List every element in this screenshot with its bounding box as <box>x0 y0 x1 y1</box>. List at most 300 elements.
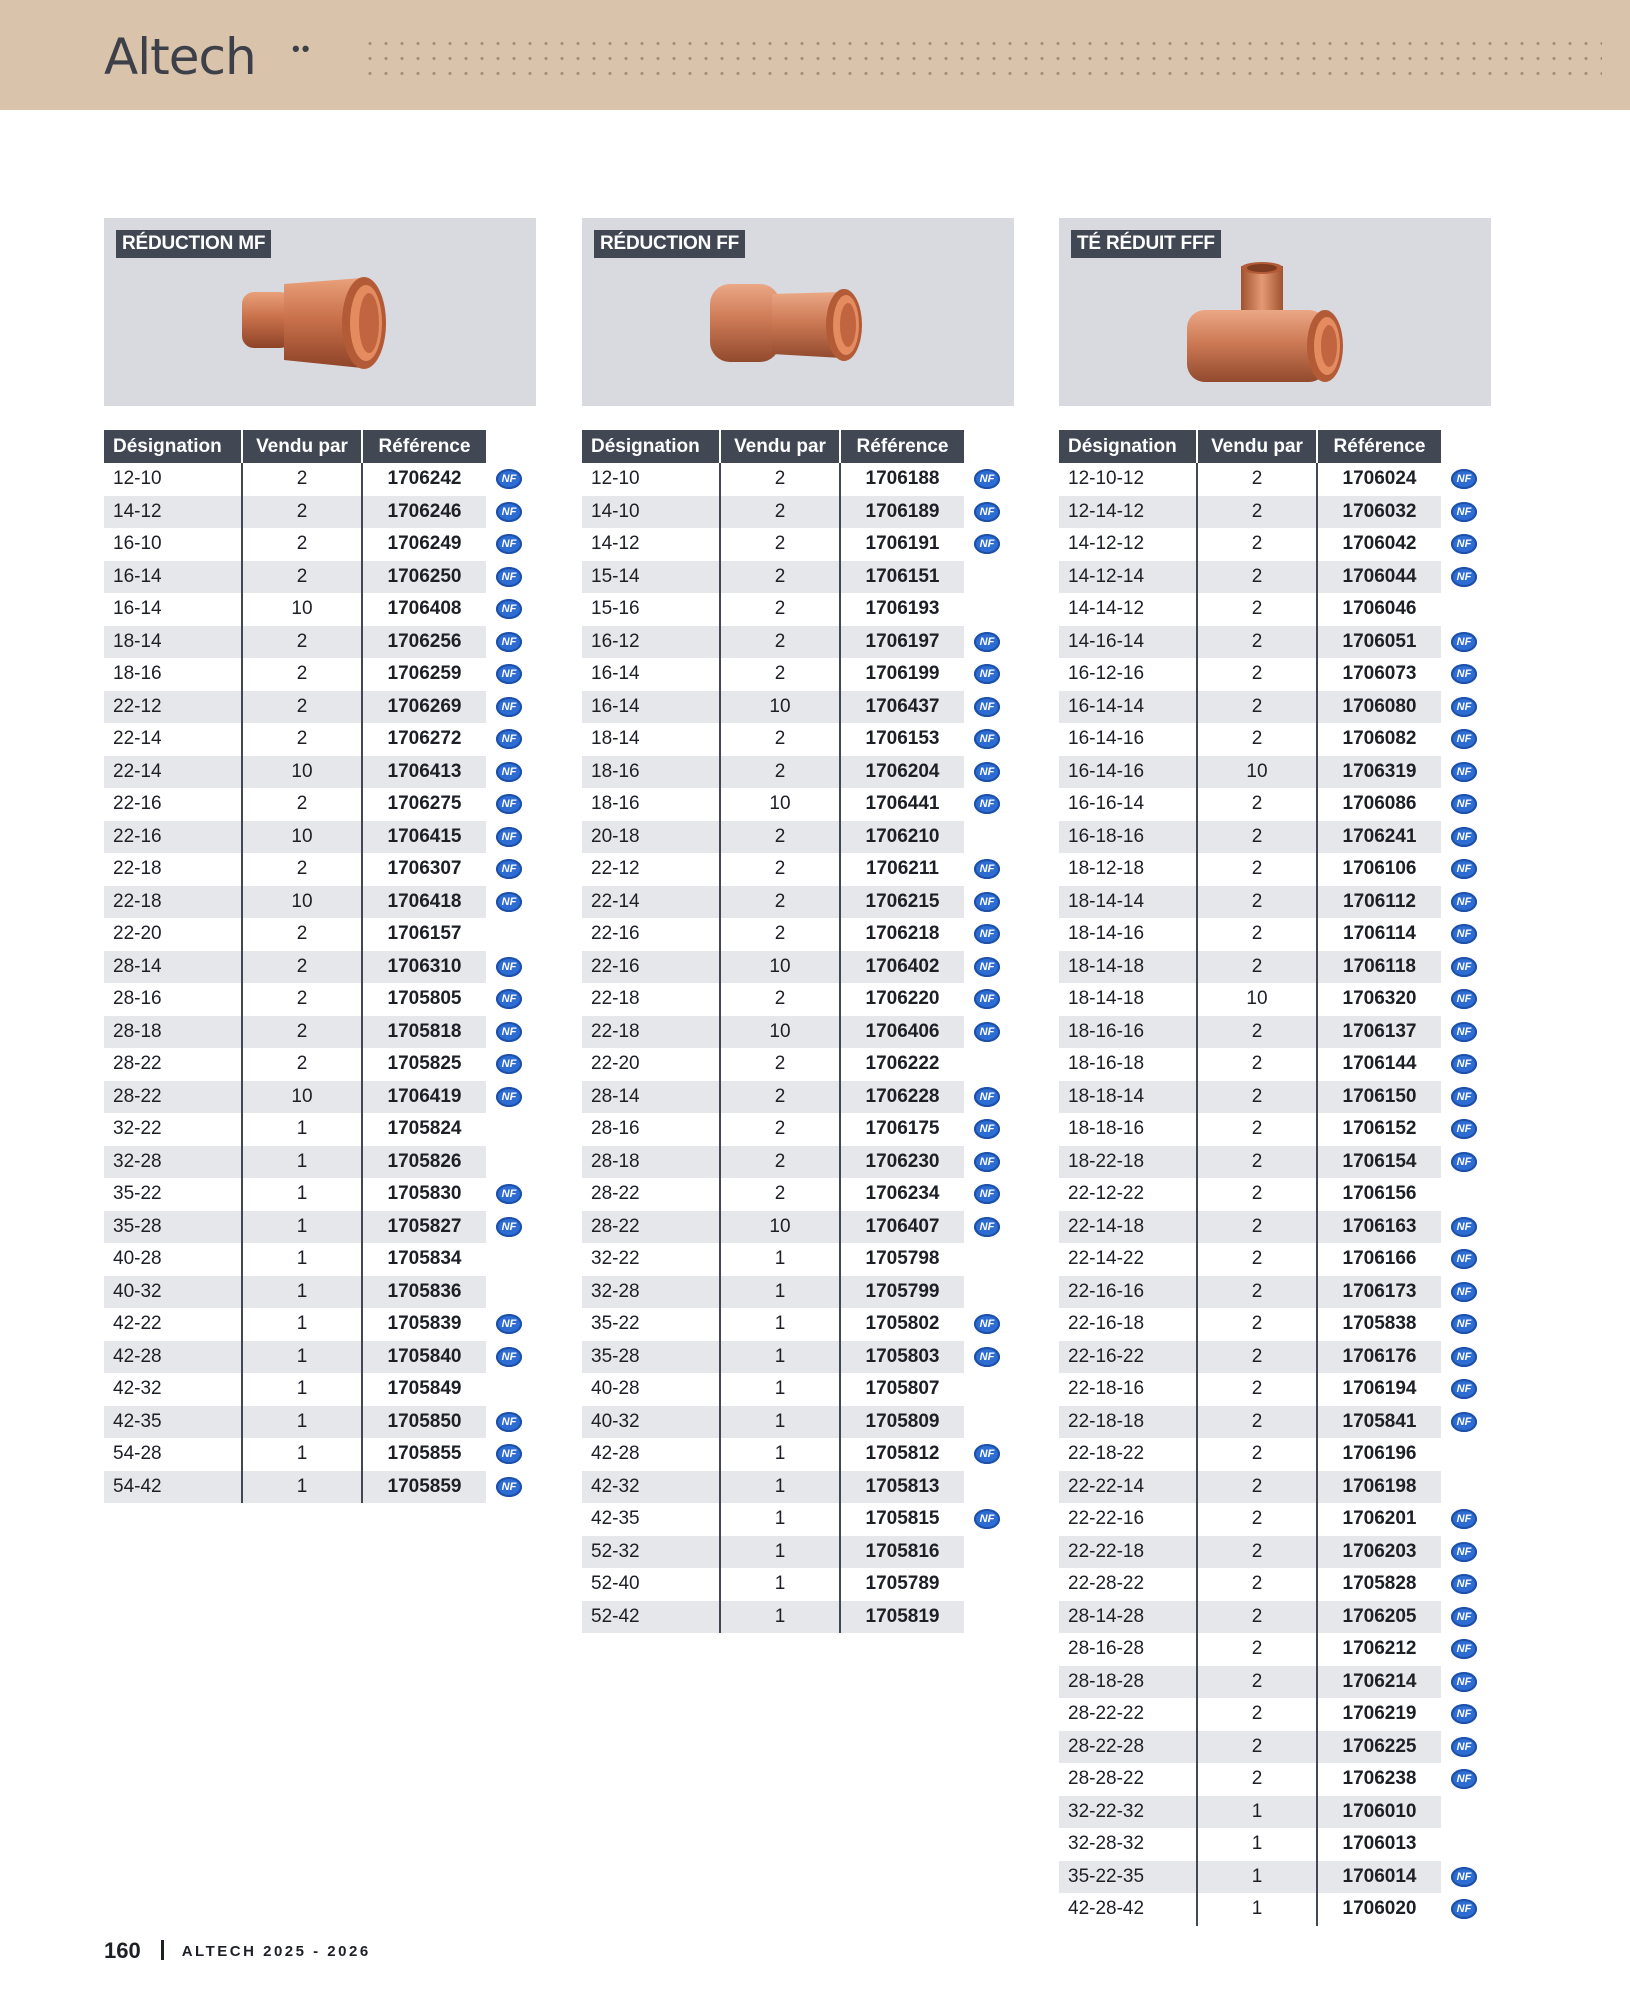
designation-cell: 42-28-42 <box>1059 1893 1197 1926</box>
designation-cell: 32-22 <box>104 1113 242 1146</box>
vendu-par-cell: 2 <box>720 593 840 626</box>
nf-certification-icon: NF <box>974 1119 1000 1139</box>
table-row <box>1059 496 1487 529</box>
designation-cell: 18-14-18 <box>1059 951 1197 984</box>
table-row <box>582 1211 1010 1244</box>
nf-certification-icon: NF <box>974 1184 1000 1204</box>
reference-cell: 1706407 <box>840 1211 964 1244</box>
vendu-par-cell: 2 <box>1197 723 1317 756</box>
table-row <box>1059 463 1487 496</box>
table-row <box>104 983 532 1016</box>
reference-cell: 1705830 <box>387 1183 462 1205</box>
vendu-par-cell: 1 <box>242 1438 362 1471</box>
vendu-par-cell: 10 <box>242 886 362 919</box>
nf-certification-icon: NF <box>496 1347 522 1367</box>
nf-certification-icon: NF <box>974 924 1000 944</box>
nf-certification-icon: NF <box>496 469 522 489</box>
reference-cell: 1706188 <box>865 468 940 490</box>
vendu-par-cell: 1 <box>720 1406 840 1439</box>
designation-cell: 14-12 <box>104 496 242 529</box>
table-row <box>582 1536 1010 1569</box>
col-header-reference: Référence <box>362 430 486 463</box>
table-row <box>582 1308 1010 1341</box>
vendu-par-cell: 1 <box>242 1243 362 1276</box>
nf-certification-icon: NF <box>974 762 1000 782</box>
col-header-vendu-par: Vendu par <box>720 430 840 463</box>
designation-cell: 14-10 <box>582 496 720 529</box>
table-row <box>104 1048 532 1081</box>
designation-cell: 22-14-18 <box>1059 1211 1197 1244</box>
designation-cell: 35-28 <box>104 1211 242 1244</box>
vendu-par-cell: 1 <box>1197 1893 1317 1926</box>
nf-certification-icon: NF <box>496 1217 522 1237</box>
nf-certification-icon: NF <box>974 1217 1000 1237</box>
reference-cell: 1705850 <box>362 1406 486 1439</box>
table-row <box>1059 1731 1487 1764</box>
vendu-par-cell: 1 <box>1197 1861 1317 1894</box>
nf-certification-icon: NF <box>496 1054 522 1074</box>
nf-certification-icon: NF <box>974 957 1000 977</box>
nf-certification-icon: NF <box>1451 1054 1477 1074</box>
vendu-par-cell: 2 <box>1197 1373 1317 1406</box>
reference-cell: 1705805 <box>387 988 462 1010</box>
logo-dots: •• <box>292 36 312 61</box>
reference-cell: 1706210 <box>840 821 964 854</box>
vendu-par-cell: 2 <box>1197 561 1317 594</box>
vendu-par-cell: 1 <box>242 1113 362 1146</box>
vendu-par-cell: 2 <box>242 496 362 529</box>
designation-cell: 22-14 <box>104 723 242 756</box>
designation-cell: 22-16-22 <box>1059 1341 1197 1374</box>
reference-cell: 1706193 <box>865 598 940 620</box>
vendu-par-cell: 2 <box>1197 853 1317 886</box>
reference-cell: 1705839 <box>387 1313 462 1335</box>
reference-cell: 1705807 <box>865 1378 940 1400</box>
reference-cell: 1705827 <box>362 1211 486 1244</box>
designation-cell: 22-20 <box>104 918 242 951</box>
table-row <box>582 1243 1010 1276</box>
reference-cell: 1706211 <box>866 858 939 880</box>
nf-certification-icon: NF <box>1451 989 1477 1009</box>
designation-cell: 22-14 <box>104 756 242 789</box>
reference-cell: 1706437 <box>840 691 964 724</box>
vendu-par-cell: 2 <box>1197 788 1317 821</box>
footer-separator <box>161 1940 164 1960</box>
designation-cell: 40-28 <box>582 1373 720 1406</box>
table-row <box>104 1276 532 1309</box>
vendu-par-cell: 1 <box>720 1373 840 1406</box>
reference-cell: 1705836 <box>362 1276 486 1309</box>
reference-cell: 1705803 <box>840 1341 964 1374</box>
table-row <box>582 756 1010 789</box>
table-row <box>582 1048 1010 1081</box>
table-row <box>582 626 1010 659</box>
nf-certification-icon: NF <box>496 1477 522 1497</box>
designation-cell: 15-14 <box>582 561 720 594</box>
nf-certification-icon: NF <box>496 989 522 1009</box>
table-row <box>1059 1666 1487 1699</box>
designation-cell: 42-22 <box>104 1308 242 1341</box>
table-row <box>1059 1861 1487 1894</box>
nf-certification-icon: NF <box>496 697 522 717</box>
nf-certification-icon: NF <box>496 957 522 977</box>
reference-cell: 1706152 <box>1342 1118 1417 1140</box>
designation-cell: 28-28-22 <box>1059 1763 1197 1796</box>
nf-certification-icon: NF <box>974 1022 1000 1042</box>
product-title: RÉDUCTION MF <box>116 230 271 258</box>
table-row <box>582 561 1010 594</box>
nf-certification-icon: NF <box>1451 1737 1477 1757</box>
designation-cell: 35-22-35 <box>1059 1861 1197 1894</box>
vendu-par-cell: 2 <box>720 723 840 756</box>
reference-cell: 1706051 <box>1317 626 1441 659</box>
vendu-par-cell: 1 <box>720 1503 840 1536</box>
designation-cell: 14-14-12 <box>1059 593 1197 626</box>
designation-cell: 42-28 <box>104 1341 242 1374</box>
vendu-par-cell: 2 <box>1197 1146 1317 1179</box>
nf-certification-icon: NF <box>974 664 1000 684</box>
designation-cell: 18-16-18 <box>1059 1048 1197 1081</box>
page-footer <box>104 1938 371 1964</box>
table-row <box>582 1373 1010 1406</box>
table-row <box>1059 756 1487 789</box>
col-header-designation: Désignation <box>1059 430 1197 463</box>
vendu-par-cell: 2 <box>1197 496 1317 529</box>
nf-certification-icon: NF <box>974 1152 1000 1172</box>
nf-certification-icon: NF <box>974 502 1000 522</box>
reference-cell: 1706042 <box>1342 533 1417 555</box>
reference-cell: 1706249 <box>387 533 462 555</box>
table-row <box>1059 1763 1487 1796</box>
table-row <box>582 1471 1010 1504</box>
designation-cell: 35-22 <box>582 1308 720 1341</box>
vendu-par-cell: 2 <box>720 1081 840 1114</box>
table-row <box>1059 1633 1487 1666</box>
nf-certification-icon: NF <box>1451 1379 1477 1399</box>
table-row <box>104 1373 532 1406</box>
designation-cell: 42-35 <box>104 1406 242 1439</box>
reference-cell: 1706319 <box>1317 756 1441 789</box>
vendu-par-cell: 2 <box>242 658 362 691</box>
vendu-par-cell: 2 <box>1197 1081 1317 1114</box>
reference-cell: 1706046 <box>1342 598 1417 620</box>
table-row <box>104 951 532 984</box>
table-row <box>1059 788 1487 821</box>
table-row <box>582 1276 1010 1309</box>
nf-certification-icon: NF <box>496 1087 522 1107</box>
panel-reduction-ff <box>582 218 1014 1627</box>
vendu-par-cell: 2 <box>242 561 362 594</box>
table-row <box>104 821 532 854</box>
designation-cell: 22-18 <box>582 1016 720 1049</box>
nf-certification-icon: NF <box>496 762 522 782</box>
designation-cell: 18-16-16 <box>1059 1016 1197 1049</box>
designation-cell: 32-22 <box>582 1243 720 1276</box>
designation-cell: 52-40 <box>582 1568 720 1601</box>
col-header-vendu-par: Vendu par <box>1197 430 1317 463</box>
designation-cell: 12-10-12 <box>1059 463 1197 496</box>
reference-cell: 1705834 <box>387 1248 462 1270</box>
designation-cell: 22-20 <box>582 1048 720 1081</box>
nf-certification-icon: NF <box>1451 632 1477 652</box>
designation-cell: 14-12-14 <box>1059 561 1197 594</box>
table-row <box>582 1081 1010 1114</box>
vendu-par-cell: 2 <box>720 1048 840 1081</box>
footer-brand: ALTECH 2025 - 2026 <box>181 1943 371 1960</box>
nf-certification-icon: NF <box>1451 892 1477 912</box>
reference-cell: 1706024 <box>1342 468 1417 490</box>
designation-cell: 16-14 <box>582 691 720 724</box>
table-row <box>104 1178 532 1211</box>
vendu-par-cell: 1 <box>242 1276 362 1309</box>
designation-cell: 42-32 <box>582 1471 720 1504</box>
designation-cell: 16-12 <box>582 626 720 659</box>
table-row <box>582 723 1010 756</box>
reference-cell: 1705798 <box>865 1248 940 1270</box>
nf-certification-icon: NF <box>1451 1899 1477 1919</box>
table-row <box>1059 1016 1487 1049</box>
designation-cell: 28-22-22 <box>1059 1698 1197 1731</box>
table-row <box>582 496 1010 529</box>
header-band <box>0 0 1630 110</box>
reference-cell: 1705855 <box>387 1443 462 1465</box>
table-row <box>1059 1178 1487 1211</box>
designation-cell: 35-22 <box>104 1178 242 1211</box>
nf-certification-icon: NF <box>1451 794 1477 814</box>
nf-certification-icon: NF <box>974 697 1000 717</box>
table-row <box>104 1211 532 1244</box>
reference-cell: 1706441 <box>865 793 940 815</box>
reference-cell: 1706234 <box>865 1183 940 1205</box>
reference-cell: 1706275 <box>387 793 462 815</box>
designation-cell: 15-16 <box>582 593 720 626</box>
reduction-ff-fitting-image <box>692 258 892 388</box>
vendu-par-cell: 1 <box>242 1341 362 1374</box>
vendu-par-cell: 1 <box>242 1178 362 1211</box>
designation-cell: 22-22-18 <box>1059 1536 1197 1569</box>
reference-cell: 1705849 <box>387 1378 462 1400</box>
reference-cell: 1706214 <box>1317 1666 1441 1699</box>
nf-certification-icon: NF <box>1451 924 1477 944</box>
table-row <box>104 788 532 821</box>
designation-cell: 28-22 <box>582 1178 720 1211</box>
reference-cell: 1706166 <box>1342 1248 1417 1270</box>
reference-cell: 1706310 <box>362 951 486 984</box>
designation-cell: 22-12 <box>582 853 720 886</box>
vendu-par-cell: 10 <box>720 691 840 724</box>
nf-certification-icon: NF <box>974 859 1000 879</box>
vendu-par-cell: 2 <box>242 1016 362 1049</box>
reference-cell: 1706010 <box>1317 1796 1441 1829</box>
nf-certification-icon: NF <box>974 989 1000 1009</box>
vendu-par-cell: 2 <box>242 691 362 724</box>
nf-certification-icon: NF <box>1451 1347 1477 1367</box>
designation-cell: 22-16-18 <box>1059 1308 1197 1341</box>
product-image-box <box>104 218 536 406</box>
vendu-par-cell: 2 <box>242 463 362 496</box>
designation-cell: 22-18 <box>104 886 242 919</box>
vendu-par-cell: 2 <box>1197 626 1317 659</box>
vendu-par-cell: 2 <box>1197 1016 1317 1049</box>
designation-cell: 32-28 <box>582 1276 720 1309</box>
table-row <box>104 496 532 529</box>
table-row <box>582 821 1010 854</box>
nf-certification-icon: NF <box>1451 1249 1477 1269</box>
vendu-par-cell: 2 <box>1197 1698 1317 1731</box>
table-row <box>582 1406 1010 1439</box>
nf-certification-icon: NF <box>1451 1217 1477 1237</box>
vendu-par-cell: 1 <box>720 1568 840 1601</box>
reference-cell: 1706215 <box>840 886 964 919</box>
nf-certification-icon: NF <box>1451 1022 1477 1042</box>
designation-cell: 22-28-22 <box>1059 1568 1197 1601</box>
reference-cell: 1705789 <box>865 1573 940 1595</box>
designation-cell: 28-16-28 <box>1059 1633 1197 1666</box>
table-row <box>582 593 1010 626</box>
nf-certification-icon: NF <box>496 1184 522 1204</box>
reference-cell: 1706256 <box>362 626 486 659</box>
reference-cell: 1705841 <box>1317 1406 1441 1439</box>
designation-cell: 22-16 <box>582 918 720 951</box>
nf-certification-icon: NF <box>1451 1769 1477 1789</box>
nf-certification-icon: NF <box>1451 1542 1477 1562</box>
reference-cell: 1706415 <box>362 821 486 854</box>
vendu-par-cell: 2 <box>242 853 362 886</box>
table-row <box>1059 853 1487 886</box>
nf-certification-icon: NF <box>496 534 522 554</box>
reference-cell: 1706080 <box>1317 691 1441 724</box>
table-row <box>1059 1471 1487 1504</box>
reference-cell: 1706418 <box>362 886 486 919</box>
nf-certification-icon: NF <box>496 567 522 587</box>
vendu-par-cell: 2 <box>242 788 362 821</box>
vendu-par-cell: 2 <box>720 1113 840 1146</box>
nf-certification-icon: NF <box>974 632 1000 652</box>
reference-cell: 1705809 <box>840 1406 964 1439</box>
vendu-par-cell: 1 <box>720 1471 840 1504</box>
designation-cell: 28-14 <box>104 951 242 984</box>
table-row <box>104 918 532 951</box>
designation-cell: 18-14-16 <box>1059 918 1197 951</box>
vendu-par-cell: 1 <box>242 1471 362 1504</box>
designation-cell: 22-14 <box>582 886 720 919</box>
vendu-par-cell: 2 <box>1197 1666 1317 1699</box>
designation-cell: 54-28 <box>104 1438 242 1471</box>
table-row <box>104 886 532 919</box>
designation-cell: 22-18-18 <box>1059 1406 1197 1439</box>
table-row <box>582 788 1010 821</box>
vendu-par-cell: 1 <box>720 1243 840 1276</box>
designation-cell: 28-22 <box>104 1081 242 1114</box>
reference-cell: 1706228 <box>840 1081 964 1114</box>
designation-cell: 28-22 <box>104 1048 242 1081</box>
designation-cell: 18-14-14 <box>1059 886 1197 919</box>
table-row <box>1059 951 1487 984</box>
vendu-par-cell: 2 <box>720 886 840 919</box>
col-header-designation: Désignation <box>582 430 720 463</box>
reference-cell: 1706198 <box>1317 1471 1441 1504</box>
table-row <box>582 1503 1010 1536</box>
table-row <box>1059 1893 1487 1926</box>
designation-cell: 40-32 <box>104 1276 242 1309</box>
designation-cell: 22-18-16 <box>1059 1373 1197 1406</box>
vendu-par-cell: 10 <box>720 1016 840 1049</box>
reference-cell: 1706225 <box>1317 1731 1441 1764</box>
vendu-par-cell: 1 <box>1197 1828 1317 1861</box>
table-row <box>1059 561 1487 594</box>
reference-cell: 1706246 <box>362 496 486 529</box>
reference-cell: 1706175 <box>865 1118 940 1140</box>
designation-cell: 16-18-16 <box>1059 821 1197 854</box>
vendu-par-cell: 10 <box>1197 983 1317 1016</box>
table-row <box>104 463 532 496</box>
vendu-par-cell: 2 <box>1197 1763 1317 1796</box>
nf-certification-icon: NF <box>1451 729 1477 749</box>
vendu-par-cell: 2 <box>720 561 840 594</box>
vendu-par-cell: 2 <box>1197 1438 1317 1471</box>
vendu-par-cell: 2 <box>1197 886 1317 919</box>
table-row <box>1059 886 1487 919</box>
reference-cell: 1706269 <box>362 691 486 724</box>
nf-certification-icon: NF <box>974 1509 1000 1529</box>
vendu-par-cell: 2 <box>1197 1536 1317 1569</box>
reference-cell: 1706106 <box>1342 858 1417 880</box>
table-body <box>1059 463 1487 1926</box>
reference-cell: 1706406 <box>840 1016 964 1049</box>
designation-cell: 18-14 <box>104 626 242 659</box>
designation-cell: 14-16-14 <box>1059 626 1197 659</box>
reference-cell: 1706272 <box>387 728 462 750</box>
table-row <box>1059 528 1487 561</box>
designation-cell: 22-16 <box>104 821 242 854</box>
nf-certification-icon: NF <box>1451 1672 1477 1692</box>
table-row <box>1059 1406 1487 1439</box>
table-row <box>104 658 532 691</box>
table-row <box>582 1341 1010 1374</box>
reference-cell: 1706173 <box>1317 1276 1441 1309</box>
vendu-par-cell: 2 <box>1197 1178 1317 1211</box>
designation-cell: 18-14 <box>582 723 720 756</box>
nf-certification-icon: NF <box>1451 534 1477 554</box>
product-image-box <box>582 218 1014 406</box>
nf-certification-icon: NF <box>1451 664 1477 684</box>
table-row <box>1059 1308 1487 1341</box>
nf-certification-icon: NF <box>1451 1314 1477 1334</box>
designation-cell: 16-14-16 <box>1059 756 1197 789</box>
reference-cell: 1706220 <box>865 988 940 1010</box>
designation-cell: 22-14-22 <box>1059 1243 1197 1276</box>
vendu-par-cell: 1 <box>720 1601 840 1634</box>
reference-cell: 1706137 <box>1317 1016 1441 1049</box>
vendu-par-cell: 2 <box>720 983 840 1016</box>
nf-certification-icon: NF <box>1451 859 1477 879</box>
designation-cell: 18-22-18 <box>1059 1146 1197 1179</box>
designation-cell: 12-10 <box>104 463 242 496</box>
vendu-par-cell: 2 <box>1197 1048 1317 1081</box>
page-number: 160 <box>104 1938 141 1963</box>
designation-cell: 35-28 <box>582 1341 720 1374</box>
table-row <box>104 1471 532 1504</box>
designation-cell: 28-18 <box>582 1146 720 1179</box>
table-row <box>104 1146 532 1179</box>
reference-cell: 1706205 <box>1317 1601 1441 1634</box>
vendu-par-cell: 2 <box>1197 593 1317 626</box>
nf-certification-icon: NF <box>974 534 1000 554</box>
vendu-par-cell: 2 <box>1197 1211 1317 1244</box>
designation-cell: 22-18 <box>104 853 242 886</box>
product-image-box <box>1059 218 1491 406</box>
table-row <box>1059 723 1487 756</box>
